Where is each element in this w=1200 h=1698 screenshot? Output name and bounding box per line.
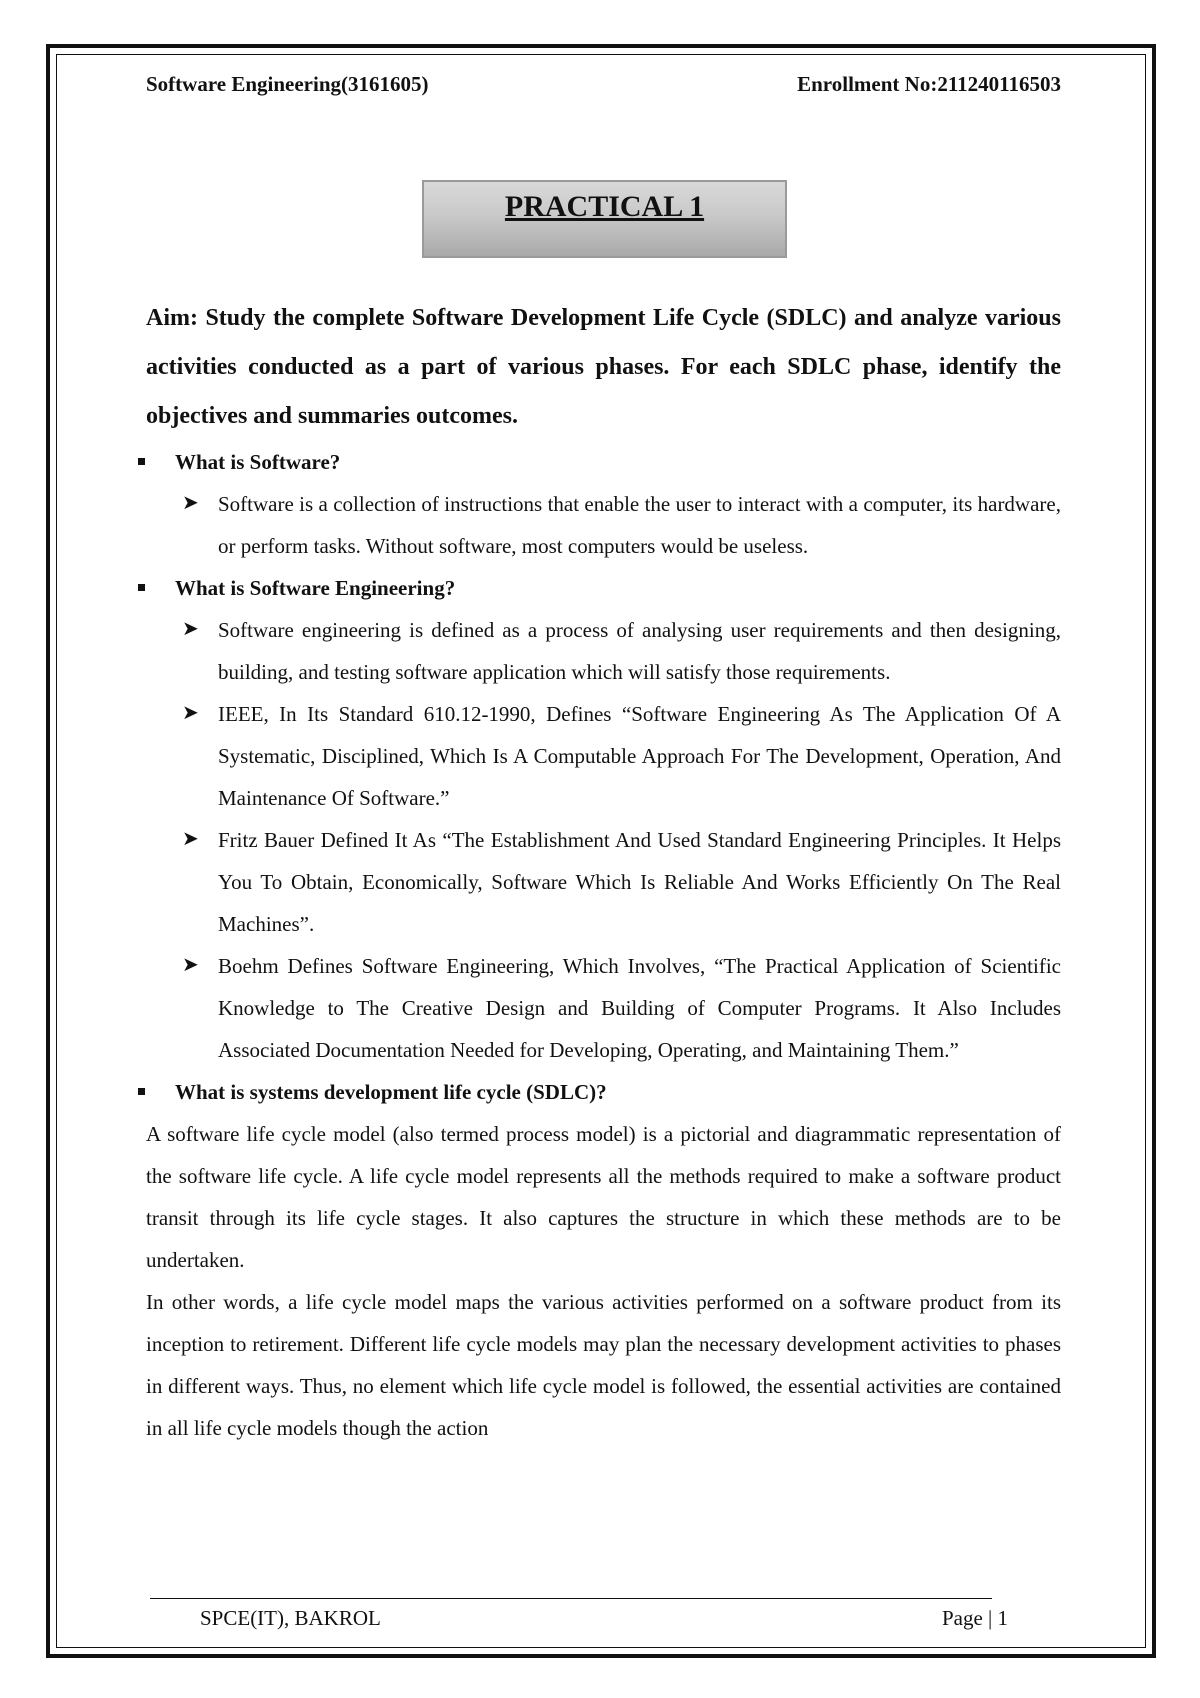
- enrollment-number: Enrollment No:211240116503: [797, 72, 1061, 96]
- page-header: [146, 72, 1061, 97]
- section-heading-software: What is Software?: [146, 441, 1061, 483]
- document-body: [146, 294, 1061, 1449]
- page-number: Page | 1: [941, 1606, 1008, 1630]
- list-item: ➤ Fritz Bauer Defined It As “The Establishment And Used Standard Engineering Principles. It Helps You To Obtain, Economically, Software Which Is Reliable And Works Efficiently On The Real Machines”.: [146, 819, 1061, 945]
- page-footer: [200, 1606, 1008, 1631]
- arrow-bullet-icon: ➤: [182, 618, 199, 640]
- arrow-bullet-icon: ➤: [182, 702, 199, 724]
- aim-statement: Aim: Study the complete Software Development Life Cycle (SDLC) and analyze various activities conducted as a part of various phases. For each SDLC phase, identify the objectives and summaries outcomes.: [146, 305, 1061, 429]
- list-item: ➤ Boehm Defines Software Engineering, Which Involves, “The Practical Application of Scientific Knowledge to The Creative Design and Building of Computer Programs. It Also Includes Associated Documentation Needed for Developing, Operating, and Maintaining Them.”: [146, 945, 1061, 1071]
- square-bullet-icon: [138, 458, 145, 465]
- paragraph: A software life cycle model (also termed process model) is a pictorial and diagrammatic representation of the software life cycle. A life cycle model represents all the methods required to make a software product transit through its life cycle stages. It also captures the structure in which these methods are to be undertaken.: [146, 1122, 1061, 1272]
- paragraph: In other words, a life cycle model maps the various activities performed on a software product from its inception to retirement. Different life cycle models may plan the necessary development activities to phases in different ways. Thus, no element which life cycle model is followed, the essential activities are contained in all life cycle models though the action: [146, 1290, 1061, 1440]
- practical-title-box: [422, 180, 787, 258]
- arrow-bullet-icon: ➤: [182, 954, 199, 976]
- square-bullet-icon: [138, 584, 145, 591]
- section-heading-sdlc: What is systems development life cycle (SDLC)?: [146, 1071, 1061, 1113]
- arrow-bullet-icon: ➤: [182, 492, 199, 514]
- square-bullet-icon: [138, 1088, 145, 1095]
- list-item: ➤ Software is a collection of instructions that enable the user to interact with a computer, its hardware, or perform tasks. Without software, most computers would be useless.: [146, 483, 1061, 567]
- arrow-bullet-icon: ➤: [182, 828, 199, 850]
- practical-title: PRACTICAL 1: [504, 190, 705, 223]
- footer-divider: [150, 1598, 992, 1599]
- section-heading-software-engineering: What is Software Engineering?: [146, 567, 1061, 609]
- list-item: ➤ Software engineering is defined as a process of analysing user requirements and then designing, building, and testing software application which will satisfy those requirements.: [146, 609, 1061, 693]
- footer-institute: SPCE(IT), BAKROL: [200, 1606, 381, 1630]
- course-title: Software Engineering(3161605): [146, 72, 429, 96]
- list-item: ➤ IEEE, In Its Standard 610.12-1990, Defines “Software Engineering As The Application Of A Systematic, Disciplined, Which Is A Computable Approach For The Development, Operation, And Maintenance Of Software.”: [146, 693, 1061, 819]
